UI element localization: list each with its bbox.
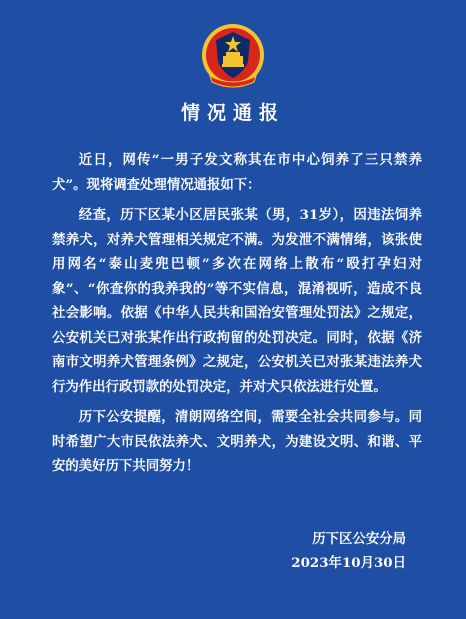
issuer-name: 历下区公安分局 bbox=[312, 531, 406, 547]
signature-block bbox=[291, 527, 406, 575]
paragraph-intro: 近日，网传“一男子发文称其在市中心饲养了三只禁养犬”。现将调查处理情况通报如下： bbox=[52, 152, 422, 193]
paragraph-investigation: 经查，历下区某小区居民张某（男，31岁），因违法饲养禁养犬，对养犬管理相关规定不满。为发泄不满情绪，该张使用网名“泰山麦兜巴顿”多次在网络上散布“殴打孕妇对象”、“你查你的我养我的”等不实信息，混淆视听，造成不良社会影响。依据《中华人民共和国治安管理处罚法》之规定，公安机关已对张某作出行政拘留的处罚决定。同时，依据《济南市文明养犬管理条例》之规定，公安机关已对张某违法养犬行为作出行政罚款的处罚决定，并对犬只依法进行处置。 bbox=[52, 207, 422, 395]
issue-date: 2023年10月30日 bbox=[291, 555, 406, 571]
police-emblem-icon bbox=[198, 22, 268, 92]
paragraph-reminder: 历下公安提醒，清朗网络空间，需要全社会共同参与。同时希望广大市民依法养犬、文明养犬，为建设文明、和谐、平安的美好历下共同努力！ bbox=[52, 409, 422, 474]
notice-body bbox=[52, 148, 422, 485]
page-title: 情况通报 bbox=[180, 102, 285, 124]
